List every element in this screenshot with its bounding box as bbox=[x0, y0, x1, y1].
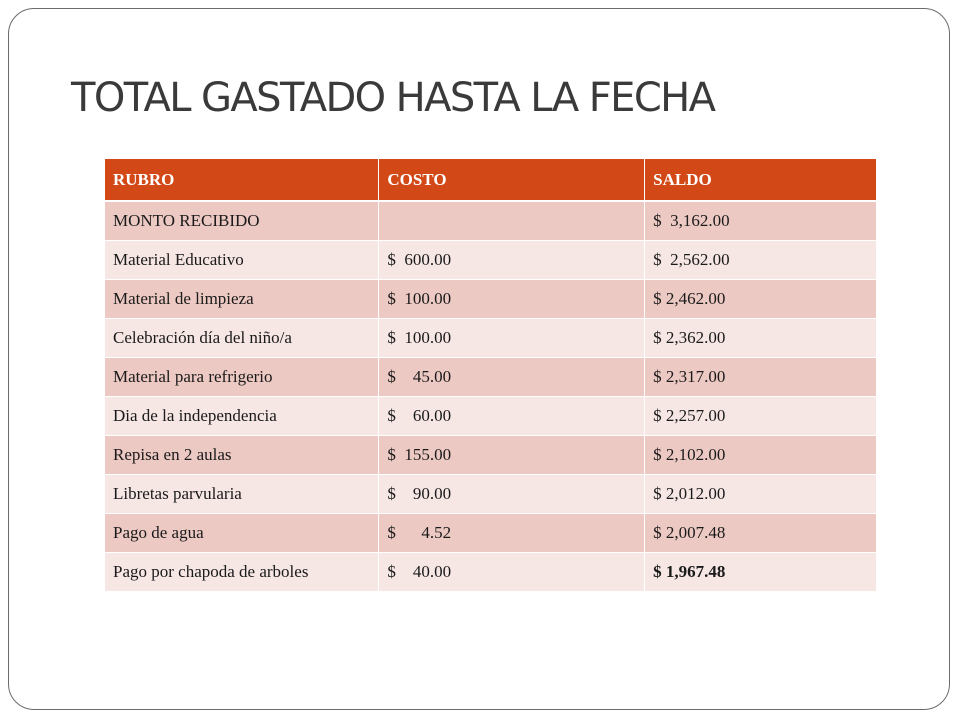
saldo-cell: $ 3,162.00 bbox=[645, 201, 877, 240]
costo-cell bbox=[379, 201, 645, 240]
column-header-costo: COSTO bbox=[379, 159, 645, 201]
rubro-cell: Repisa en 2 aulas bbox=[105, 435, 379, 474]
table-row bbox=[105, 240, 877, 279]
saldo-cell: $ 2,562.00 bbox=[645, 240, 877, 279]
costo-cell: $ 40.00 bbox=[379, 552, 645, 591]
saldo-cell: $ 2,317.00 bbox=[645, 357, 877, 396]
rubro-cell: Pago por chapoda de arboles bbox=[105, 552, 379, 591]
rubro-cell: Material Educativo bbox=[105, 240, 379, 279]
costo-cell: $ 90.00 bbox=[379, 474, 645, 513]
slide bbox=[8, 8, 950, 710]
costo-cell: $ 600.00 bbox=[379, 240, 645, 279]
table-row bbox=[105, 357, 877, 396]
saldo-cell: $ 2,257.00 bbox=[645, 396, 877, 435]
costo-cell: $ 4.52 bbox=[379, 513, 645, 552]
costo-cell: $ 60.00 bbox=[379, 396, 645, 435]
column-header-saldo: SALDO bbox=[645, 159, 877, 201]
costo-cell: $ 45.00 bbox=[379, 357, 645, 396]
saldo-cell: $ 2,012.00 bbox=[645, 474, 877, 513]
table-row bbox=[105, 396, 877, 435]
rubro-cell: Pago de agua bbox=[105, 513, 379, 552]
costo-cell: $ 155.00 bbox=[379, 435, 645, 474]
table-row bbox=[105, 474, 877, 513]
saldo-cell: $ 2,007.48 bbox=[645, 513, 877, 552]
table-row bbox=[105, 201, 877, 240]
table-header-row bbox=[105, 159, 877, 201]
saldo-total-cell: $ 1,967.48 bbox=[645, 552, 877, 591]
table-row bbox=[105, 513, 877, 552]
saldo-cell: $ 2,462.00 bbox=[645, 279, 877, 318]
rubro-cell: Dia de la independencia bbox=[105, 396, 379, 435]
table-row bbox=[105, 435, 877, 474]
rubro-cell: Libretas parvularia bbox=[105, 474, 379, 513]
expense-table bbox=[105, 159, 877, 592]
table-row bbox=[105, 552, 877, 591]
table-row bbox=[105, 318, 877, 357]
page-title: TOTAL GASTADO HASTA LA FECHA bbox=[71, 75, 715, 121]
table-row bbox=[105, 279, 877, 318]
rubro-cell: Material de limpieza bbox=[105, 279, 379, 318]
rubro-cell: MONTO RECIBIDO bbox=[105, 201, 379, 240]
costo-cell: $ 100.00 bbox=[379, 279, 645, 318]
rubro-cell: Celebración día del niño/a bbox=[105, 318, 379, 357]
costo-cell: $ 100.00 bbox=[379, 318, 645, 357]
saldo-cell: $ 2,102.00 bbox=[645, 435, 877, 474]
column-header-rubro: RUBRO bbox=[105, 159, 379, 201]
rubro-cell: Material para refrigerio bbox=[105, 357, 379, 396]
saldo-cell: $ 2,362.00 bbox=[645, 318, 877, 357]
